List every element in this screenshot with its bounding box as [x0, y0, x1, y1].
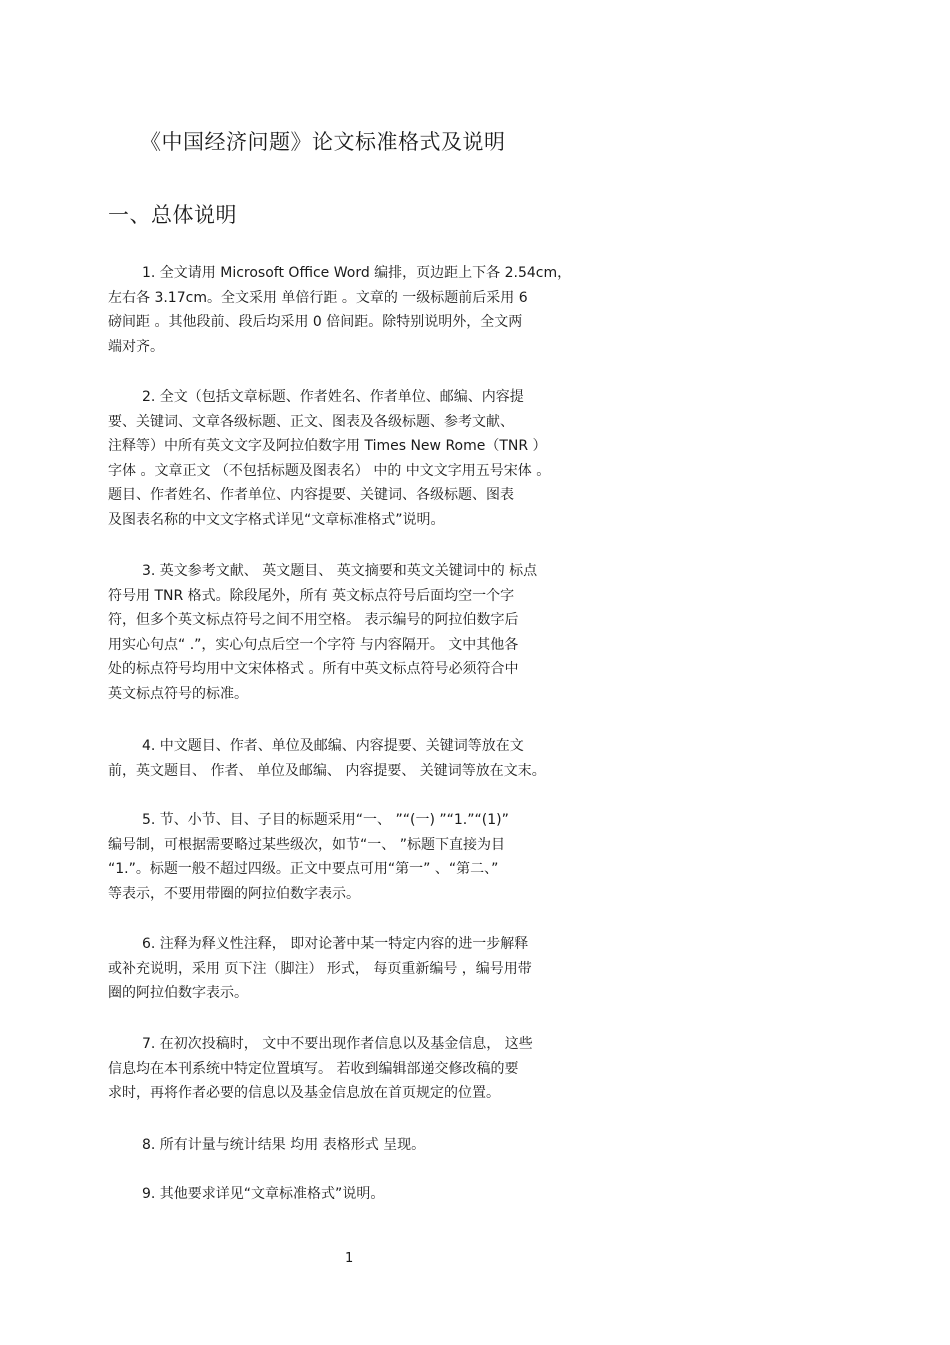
paragraph-line: 9. 其他要求详见“文章标准格式”说明。: [142, 1186, 385, 1202]
page-number: 1: [345, 1251, 354, 1266]
paragraph-3: [108, 559, 593, 706]
paragraph-2: [108, 385, 593, 532]
paragraph-4: [108, 734, 593, 783]
paragraph-line: 及图表名称的中文文字格式详见“文章标准格式”说明。: [108, 511, 445, 528]
paragraph-line: “1.”。标题一般不超过四级。正文中要点可用“第一” 、“第二、”: [108, 861, 499, 877]
paragraph-6: [108, 932, 593, 1006]
paragraph-9: [108, 1182, 593, 1207]
paragraph-8: [108, 1133, 593, 1158]
paragraph-line: 处的标点符号均用中文宋体格式 。所有中英文标点符号必须符合中: [108, 661, 519, 677]
paragraph-7: [108, 1032, 593, 1106]
section-heading: 一、总体说明: [108, 203, 237, 227]
paragraph-5: [108, 808, 593, 906]
paragraph-line: 3. 英文参考文献、 英文题目、 英文摘要和英文关键词中的 标点: [142, 563, 538, 579]
paragraph-1: [108, 261, 593, 359]
paragraph-line: 或补充说明，采用 页下注（脚注） 形式， 每页重新编号 ，编号用带: [108, 960, 532, 977]
paragraph-line: 符号用 TNR 格式。除段尾外，所有 英文标点符号后面均空一个字: [108, 587, 515, 604]
paragraph-line: 5. 节、小节、目、子目的标题采用“一、 ”“(一) ”“1.”“(1)”: [142, 812, 509, 828]
paragraph-line: 等表示，不要用带圈的阿拉伯数字表示。: [108, 885, 360, 902]
paragraph-line: 磅间距 。其他段前、段后均采用 0 倍间距。除特别说明外，全文两: [108, 314, 523, 330]
paragraph-line: 4. 中文题目、作者、单位及邮编、内容提要、关键词等放在文: [142, 738, 524, 754]
paragraph-line: 8. 所有计量与统计结果 均用 表格形式 呈现。: [142, 1137, 426, 1153]
paragraph-line: 题目、作者姓名、作者单位、内容提要、关键词、各级标题、图表: [108, 487, 514, 503]
paragraph-line: 7. 在初次投稿时， 文中不要出现作者信息以及基金信息， 这些: [142, 1036, 533, 1052]
paragraph-line: 英文标点符号的标准。: [108, 685, 248, 702]
paragraph-line: 端对齐。: [108, 338, 164, 355]
paragraph-line: 字体 。文章正文 （不包括标题及图表名） 中的 中文文字用五号宋体 。: [108, 462, 551, 479]
paragraph-line: 用实心句点“ .”，实心句点后空一个字符 与内容隔开。 文中其他各: [108, 636, 519, 653]
paragraph-line: 1. 全文请用 Microsoft Office Word 编排，页边距上下各 2.54cm，: [142, 265, 572, 281]
paragraph-line: 圈的阿拉伯数字表示。: [108, 985, 248, 1001]
paragraph-line: 左右各 3.17cm。全文采用 单倍行距 。文章的 一级标题前后采用 6: [108, 289, 528, 306]
paragraph-line: 前，英文题目、 作者、 单位及邮编、 内容提要、 关键词等放在文末。: [108, 762, 546, 779]
paragraph-line: 2. 全文（包括文章标题、作者姓名、作者单位、邮编、内容提: [142, 389, 524, 405]
paragraph-line: 要、关键词、文章各级标题、正文、图表及各级标题、参考文献、: [108, 413, 514, 430]
paragraph-line: 6. 注释为释义性注释， 即对论著中某一特定内容的进一步解释: [142, 936, 529, 952]
paragraph-line: 注释等）中所有英文文字及阿拉伯数字用 Times New Rome（TNR ）: [108, 438, 547, 454]
paragraph-line: 求时，再将作者必要的信息以及基金信息放在首页规定的位置。: [108, 1085, 500, 1101]
document-title: 《中国经济问题》论文标准格式及说明: [140, 130, 506, 154]
paragraph-line: 符，但多个英文标点符号之间不用空格。 表示编号的阿拉伯数字后: [108, 612, 519, 628]
paragraph-line: 信息均在本刊系统中特定位置填写。 若收到编辑部递交修改稿的要: [108, 1060, 519, 1077]
paragraph-line: 编号制，可根据需要略过某些级次，如节“一、 ”标题下直接为目: [108, 836, 505, 853]
